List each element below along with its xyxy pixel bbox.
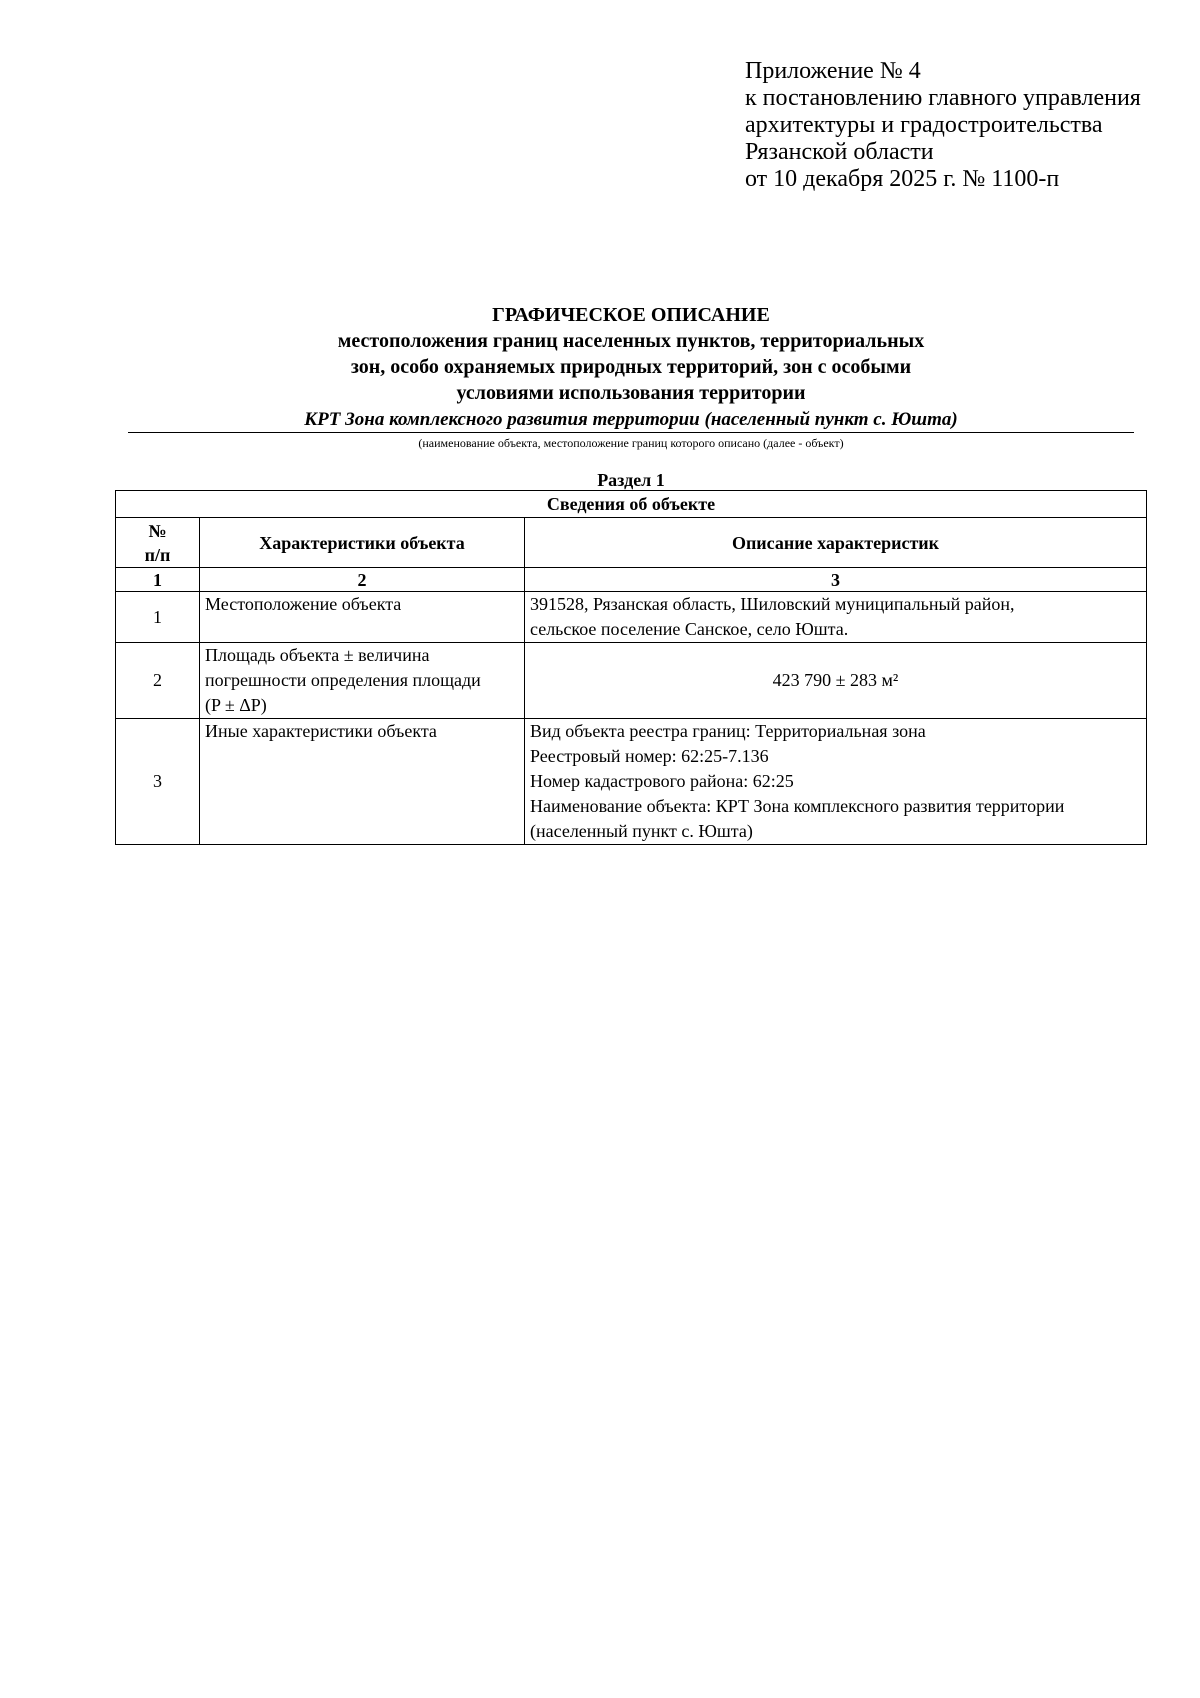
cell-line: Наименование объекта: КРТ Зона комплексного развития территории xyxy=(530,796,1065,816)
document-subtitle-line: зон, особо охраняемых природных территорий, зон с особыми xyxy=(350,356,912,378)
document-subtitle-line: условиями использования территории xyxy=(456,382,806,404)
row-number: 3 xyxy=(116,719,200,845)
header-number xyxy=(116,518,200,568)
table-row xyxy=(116,643,1147,719)
table-header-row xyxy=(116,518,1147,568)
cell-line: Реестровый номер: 62:25-7.136 xyxy=(530,746,769,766)
appendix-line: от 10 декабря 2025 г. № 1100-п xyxy=(745,166,1060,192)
row-number: 1 xyxy=(116,592,200,643)
table-caption: Сведения об объекте xyxy=(116,491,1147,518)
table-caption-row xyxy=(116,491,1147,518)
cell-line: (P ± ΔP) xyxy=(205,695,267,715)
table-row xyxy=(116,592,1147,643)
section-label: Раздел 1 xyxy=(597,470,665,490)
column-number: 2 xyxy=(200,568,525,592)
row-characteristic xyxy=(200,592,525,643)
document-title-block xyxy=(118,302,1144,432)
object-name: КРТ Зона комплексного развития территории (населенный пункт с. Юшта) xyxy=(304,409,958,430)
column-number: 3 xyxy=(525,568,1147,592)
column-number-row xyxy=(116,568,1147,592)
cell-line: Вид объекта реестра границ: Территориальная зона xyxy=(530,721,926,741)
column-number: 1 xyxy=(116,568,200,592)
appendix-line: к постановлению главного управления xyxy=(745,85,1141,111)
object-info-table xyxy=(115,490,1147,845)
cell-line: Номер кадастрового района: 62:25 xyxy=(530,771,794,791)
cell-line: Местоположение объекта xyxy=(205,594,402,614)
cell-line: (населенный пункт с. Юшта) xyxy=(530,821,753,841)
object-name-caption: (наименование объекта, местоположение границ которого описано (далее - объект) xyxy=(418,436,844,450)
appendix-line: Рязанской области xyxy=(745,139,934,165)
cell-line: погрешности определения площади xyxy=(205,670,481,690)
appendix-line: архитектуры и градостроительства xyxy=(745,112,1103,138)
cell-line: 391528, Рязанская область, Шиловский муниципальный район, xyxy=(530,594,1015,614)
row-description xyxy=(525,643,1147,719)
cell-line: Площадь объекта ± величина xyxy=(205,645,430,665)
document-title: ГРАФИЧЕСКОЕ ОПИСАНИЕ xyxy=(492,304,770,326)
row-description xyxy=(525,592,1147,643)
cell-line: 423 790 ± 283 м² xyxy=(772,670,899,690)
cell-line: Иные характеристики объекта xyxy=(205,721,437,741)
row-characteristic xyxy=(200,643,525,719)
object-name-underline xyxy=(128,432,1134,433)
table-row xyxy=(116,719,1147,845)
header-number-line: п/п xyxy=(144,544,171,565)
header-characteristic: Характеристики объекта xyxy=(200,518,525,568)
row-description xyxy=(525,719,1147,845)
row-number: 2 xyxy=(116,643,200,719)
header-number-line: № xyxy=(148,520,167,541)
document-subtitle-line: местоположения границ населенных пунктов, территориальных xyxy=(337,330,925,352)
appendix-line: Приложение № 4 xyxy=(745,58,921,84)
cell-line: сельское поселение Санское, село Юшта. xyxy=(530,619,849,639)
header-description: Описание характеристик xyxy=(525,518,1147,568)
row-characteristic xyxy=(200,719,525,845)
appendix-reference xyxy=(745,58,1185,193)
